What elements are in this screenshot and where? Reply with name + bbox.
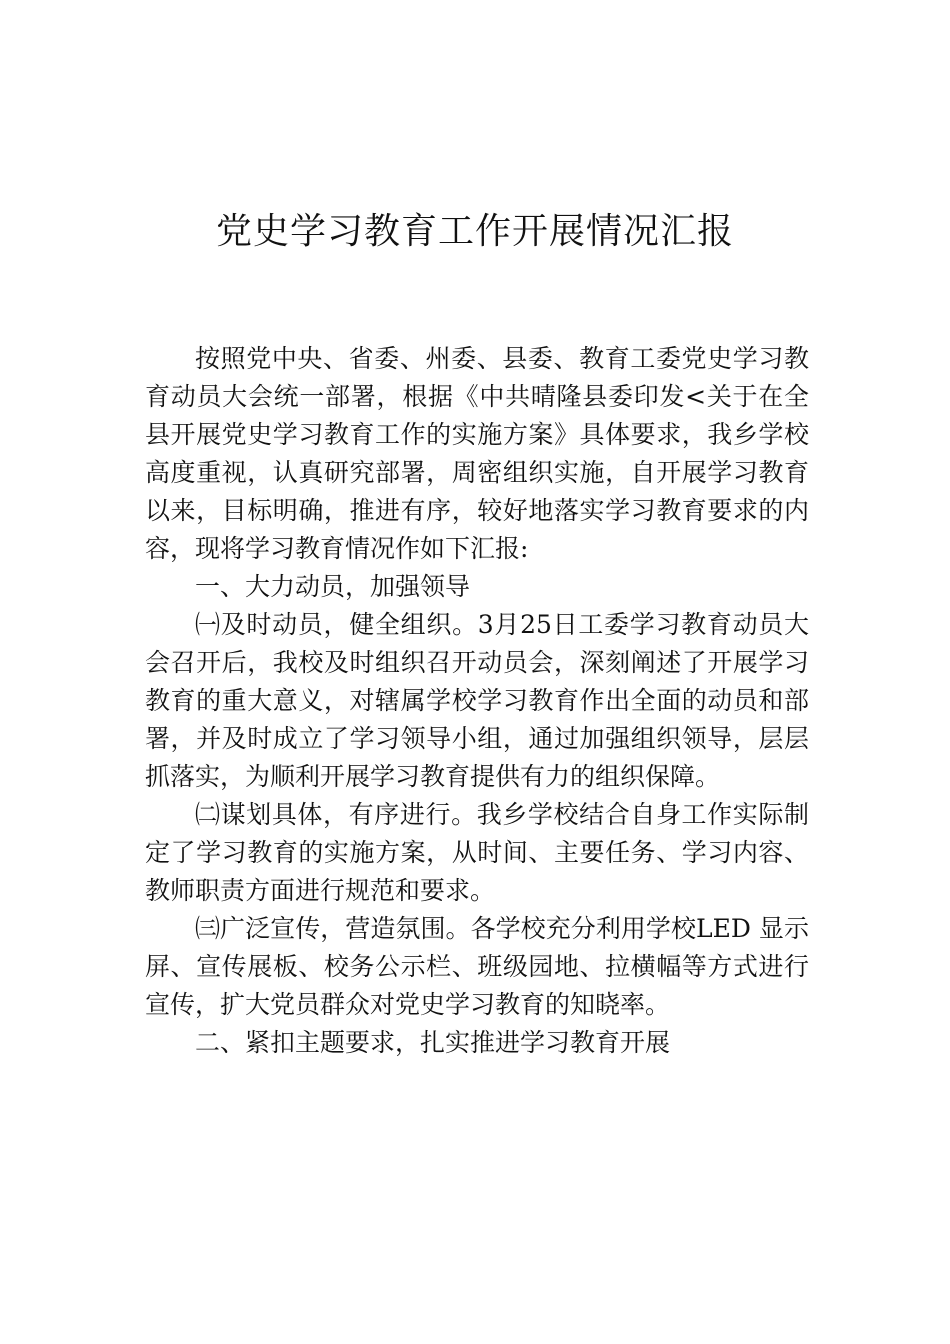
paragraph-item-2: ㈡谋划具体，有序进行。我乡学校结合自身工作实际制定了学习教育的实施方案，从时间、主要任务、学习内容、教师职责方面进行规范和要求。	[145, 800, 809, 905]
paragraph-intro: 按照党中央、省委、州委、县委、教育工委党史学习教育动员大会统一部署，根据《中共晴隆县委印发<关于在全县开展党史学习教育工作的实施方案》具体要求，我乡学校高度重视，认真研究部署，周密组织实施，自开展学习教育以来，目标明确，推进有序，较好地落实学习教育要求的内容，现将学习教育情况作如下汇报:	[145, 344, 809, 563]
section-heading-2: 二、紧扣主题要求，扎实推进学习教育开展	[195, 1028, 671, 1057]
paragraph-item-1: ㈠及时动员，健全组织。3月25日工委学习教育动员大会召开后，我校及时组织召开动员会，深刻阐述了开展学习教育的重大意义，对辖属学校学习教育作出全面的动员和部署，并及时成立了学习领导小组，通过加强组织领导，层层抓落实，为顺利开展学习教育提供有力的组织保障。	[145, 610, 809, 791]
section-heading-1: 一、大力动员，加强领导	[195, 572, 471, 601]
document-title: 党史学习教育工作开展情况汇报	[215, 211, 734, 252]
paragraph-item-3: ㈢广泛宣传，营造氛围。各学校充分利用学校LED 显示屏、宣传展板、校务公示栏、班级园地、拉横幅等方式进行宣传，扩大党员群众对党史学习教育的知晓率。	[145, 914, 809, 1019]
document-body	[145, 340, 809, 1062]
